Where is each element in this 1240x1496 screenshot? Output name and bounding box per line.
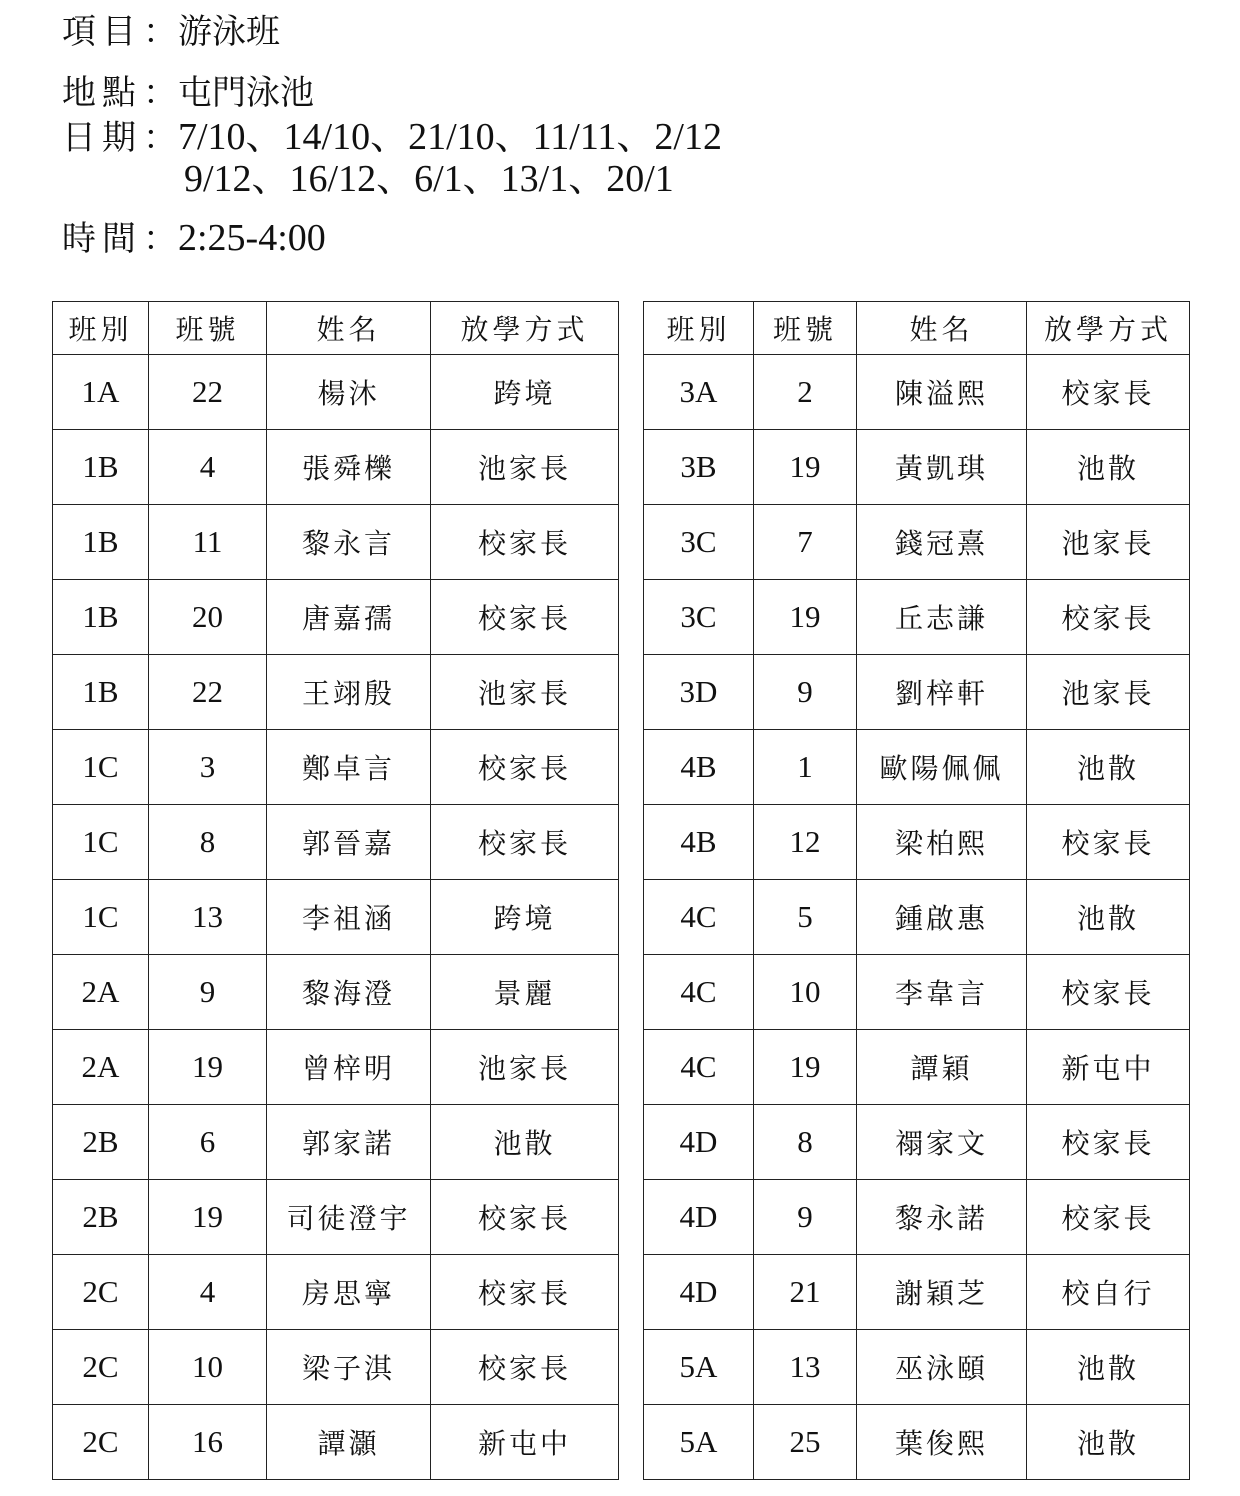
cell-class-number: 7 xyxy=(754,505,857,580)
cell-class-number: 3 xyxy=(149,730,267,805)
cell-class: 5A xyxy=(644,1405,754,1480)
cell-dismissal: 池散 xyxy=(1027,1405,1190,1480)
cell-class: 1B xyxy=(53,505,149,580)
table-row xyxy=(644,655,1190,730)
cell-name: 劉梓軒 xyxy=(857,655,1027,730)
cell-class: 5A xyxy=(644,1330,754,1405)
cell-name: 梁柏熙 xyxy=(857,805,1027,880)
cell-dismissal: 景麗 xyxy=(431,955,619,1030)
cell-class: 2C xyxy=(53,1255,149,1330)
location-colon: ： xyxy=(143,73,177,113)
table-row xyxy=(53,580,619,655)
cell-class: 1C xyxy=(53,730,149,805)
cell-dismissal: 池家長 xyxy=(431,1030,619,1105)
cell-name: 丘志謙 xyxy=(857,580,1027,655)
date-values-line2: 9/12、16/12、6/1、13/1、20/1 xyxy=(184,158,674,200)
table-row xyxy=(53,430,619,505)
cell-class: 4D xyxy=(644,1180,754,1255)
cell-class-number: 22 xyxy=(149,355,267,430)
date-line xyxy=(62,117,722,158)
table-body-right xyxy=(644,355,1190,1480)
time-label: 時間 xyxy=(62,219,142,259)
cell-class: 2C xyxy=(53,1405,149,1480)
col-header-dismissal: 放學方式 xyxy=(1027,302,1190,355)
cell-class-number: 19 xyxy=(149,1030,267,1105)
cell-class: 2C xyxy=(53,1330,149,1405)
table-row xyxy=(644,580,1190,655)
cell-class-number: 19 xyxy=(754,580,857,655)
table-row xyxy=(53,655,619,730)
table-row xyxy=(53,1030,619,1105)
cell-dismissal: 校家長 xyxy=(1027,1180,1190,1255)
cell-class-number: 10 xyxy=(754,955,857,1030)
cell-dismissal: 校家長 xyxy=(1027,355,1190,430)
table-row xyxy=(53,355,619,430)
cell-dismissal: 校家長 xyxy=(1027,805,1190,880)
cell-class: 4C xyxy=(644,1030,754,1105)
cell-name: 司徒澄宇 xyxy=(267,1180,431,1255)
cell-dismissal: 池散 xyxy=(1027,1330,1190,1405)
cell-class-number: 8 xyxy=(149,805,267,880)
table-row xyxy=(53,1330,619,1405)
cell-class-number: 4 xyxy=(149,430,267,505)
cell-class-number: 5 xyxy=(754,880,857,955)
table-row xyxy=(644,955,1190,1030)
table-row xyxy=(53,1105,619,1180)
cell-name: 梁子淇 xyxy=(267,1330,431,1405)
location-label: 地點 xyxy=(62,73,142,113)
cell-class-number: 10 xyxy=(149,1330,267,1405)
cell-class: 2B xyxy=(53,1105,149,1180)
cell-name: 唐嘉孺 xyxy=(267,580,431,655)
cell-class: 1A xyxy=(53,355,149,430)
cell-class: 4B xyxy=(644,805,754,880)
table-row xyxy=(53,955,619,1030)
cell-dismissal: 池家長 xyxy=(1027,505,1190,580)
col-header-name: 姓名 xyxy=(857,302,1027,355)
col-header-name: 姓名 xyxy=(267,302,431,355)
time-value: 2:25-4:00 xyxy=(178,217,326,259)
date-colon: ： xyxy=(143,118,177,158)
cell-name: 郭晉嘉 xyxy=(267,805,431,880)
table-row xyxy=(53,730,619,805)
cell-dismissal: 跨境 xyxy=(431,355,619,430)
cell-dismissal: 池散 xyxy=(1027,730,1190,805)
cell-class: 4D xyxy=(644,1105,754,1180)
cell-dismissal: 池散 xyxy=(1027,430,1190,505)
roster-table-right xyxy=(643,301,1190,1480)
table-row xyxy=(53,1405,619,1480)
project-line xyxy=(62,12,280,52)
cell-name: 郭家諾 xyxy=(267,1105,431,1180)
cell-dismissal: 池家長 xyxy=(431,655,619,730)
cell-class-number: 20 xyxy=(149,580,267,655)
cell-class: 1B xyxy=(53,580,149,655)
cell-class: 4D xyxy=(644,1255,754,1330)
cell-name: 鄭卓言 xyxy=(267,730,431,805)
table-row xyxy=(644,1405,1190,1480)
cell-class: 2B xyxy=(53,1180,149,1255)
table-header-row xyxy=(644,302,1190,355)
table-row xyxy=(53,505,619,580)
cell-dismissal: 新屯中 xyxy=(1027,1030,1190,1105)
table-row xyxy=(644,805,1190,880)
cell-class-number: 25 xyxy=(754,1405,857,1480)
col-header-class: 班別 xyxy=(53,302,149,355)
cell-class-number: 9 xyxy=(754,655,857,730)
cell-name: 巫泳頤 xyxy=(857,1330,1027,1405)
cell-name: 黃凱琪 xyxy=(857,430,1027,505)
table-row xyxy=(644,1330,1190,1405)
location-value: 屯門泳池 xyxy=(178,73,314,113)
table-body-left xyxy=(53,355,619,1480)
cell-class: 1C xyxy=(53,805,149,880)
project-value: 游泳班 xyxy=(178,12,280,52)
cell-class-number: 13 xyxy=(754,1330,857,1405)
cell-dismissal: 跨境 xyxy=(431,880,619,955)
table-row xyxy=(644,1105,1190,1180)
cell-name: 譚穎 xyxy=(857,1030,1027,1105)
roster-table-left xyxy=(52,301,619,1480)
table-row xyxy=(53,880,619,955)
cell-name: 房思寧 xyxy=(267,1255,431,1330)
table-row xyxy=(644,355,1190,430)
cell-dismissal: 校家長 xyxy=(431,505,619,580)
cell-class-number: 9 xyxy=(754,1180,857,1255)
table-row xyxy=(644,1255,1190,1330)
cell-name: 黎海澄 xyxy=(267,955,431,1030)
col-header-class: 班別 xyxy=(644,302,754,355)
cell-name: 曾梓明 xyxy=(267,1030,431,1105)
cell-dismissal: 池散 xyxy=(1027,880,1190,955)
cell-name: 楊沐 xyxy=(267,355,431,430)
cell-class: 1B xyxy=(53,430,149,505)
cell-name: 禤家文 xyxy=(857,1105,1027,1180)
cell-class-number: 6 xyxy=(149,1105,267,1180)
cell-class: 3C xyxy=(644,505,754,580)
cell-dismissal: 校家長 xyxy=(1027,580,1190,655)
table-row xyxy=(644,505,1190,580)
table-row xyxy=(644,1030,1190,1105)
cell-class-number: 16 xyxy=(149,1405,267,1480)
table-row xyxy=(53,1255,619,1330)
cell-dismissal: 校家長 xyxy=(431,1255,619,1330)
col-header-dismissal: 放學方式 xyxy=(431,302,619,355)
cell-dismissal: 校自行 xyxy=(1027,1255,1190,1330)
cell-dismissal: 校家長 xyxy=(1027,1105,1190,1180)
table-row xyxy=(53,1180,619,1255)
cell-class-number: 22 xyxy=(149,655,267,730)
cell-class-number: 1 xyxy=(754,730,857,805)
date-values-line1: 7/10、14/10、21/10、11/11、2/12 xyxy=(178,116,722,158)
cell-class-number: 4 xyxy=(149,1255,267,1330)
cell-class: 4C xyxy=(644,880,754,955)
col-header-class-number: 班號 xyxy=(149,302,267,355)
cell-class-number: 13 xyxy=(149,880,267,955)
cell-class: 4B xyxy=(644,730,754,805)
date-line-2 xyxy=(184,159,674,200)
cell-dismissal: 池家長 xyxy=(431,430,619,505)
table-header-row xyxy=(53,302,619,355)
cell-dismissal: 校家長 xyxy=(431,1180,619,1255)
cell-dismissal: 校家長 xyxy=(431,730,619,805)
cell-name: 張舜櫟 xyxy=(267,430,431,505)
cell-name: 李祖涵 xyxy=(267,880,431,955)
project-label: 項目 xyxy=(62,12,142,52)
cell-name: 鍾啟惠 xyxy=(857,880,1027,955)
cell-name: 李韋言 xyxy=(857,955,1027,1030)
cell-name: 王翊殷 xyxy=(267,655,431,730)
cell-name: 黎永言 xyxy=(267,505,431,580)
cell-name: 謝穎芝 xyxy=(857,1255,1027,1330)
cell-class: 3D xyxy=(644,655,754,730)
table-row xyxy=(644,730,1190,805)
project-colon: ： xyxy=(143,12,177,52)
cell-class-number: 11 xyxy=(149,505,267,580)
cell-class-number: 19 xyxy=(754,430,857,505)
table-row xyxy=(644,430,1190,505)
cell-class: 2A xyxy=(53,1030,149,1105)
cell-class: 3C xyxy=(644,580,754,655)
cell-name: 葉俊熙 xyxy=(857,1405,1027,1480)
cell-class: 1C xyxy=(53,880,149,955)
cell-dismissal: 新屯中 xyxy=(431,1405,619,1480)
cell-class-number: 9 xyxy=(149,955,267,1030)
location-line xyxy=(62,73,314,113)
cell-class: 4C xyxy=(644,955,754,1030)
cell-class-number: 2 xyxy=(754,355,857,430)
cell-class: 1B xyxy=(53,655,149,730)
cell-class-number: 19 xyxy=(149,1180,267,1255)
cell-name: 譚灝 xyxy=(267,1405,431,1480)
table-row xyxy=(644,1180,1190,1255)
cell-name: 黎永諾 xyxy=(857,1180,1027,1255)
cell-dismissal: 校家長 xyxy=(431,1330,619,1405)
cell-class-number: 19 xyxy=(754,1030,857,1105)
cell-class-number: 12 xyxy=(754,805,857,880)
cell-dismissal: 校家長 xyxy=(431,805,619,880)
cell-name: 歐陽佩佩 xyxy=(857,730,1027,805)
cell-name: 錢冠熹 xyxy=(857,505,1027,580)
cell-class: 3A xyxy=(644,355,754,430)
time-colon: ： xyxy=(143,219,177,259)
cell-dismissal: 校家長 xyxy=(431,580,619,655)
cell-name: 陳溢熙 xyxy=(857,355,1027,430)
table-row xyxy=(644,880,1190,955)
cell-class: 2A xyxy=(53,955,149,1030)
date-label: 日期 xyxy=(62,118,142,158)
cell-dismissal: 池散 xyxy=(431,1105,619,1180)
cell-dismissal: 校家長 xyxy=(1027,955,1190,1030)
cell-class: 3B xyxy=(644,430,754,505)
cell-dismissal: 池家長 xyxy=(1027,655,1190,730)
cell-class-number: 21 xyxy=(754,1255,857,1330)
time-line xyxy=(62,218,326,259)
table-row xyxy=(53,805,619,880)
cell-class-number: 8 xyxy=(754,1105,857,1180)
col-header-class-number: 班號 xyxy=(754,302,857,355)
